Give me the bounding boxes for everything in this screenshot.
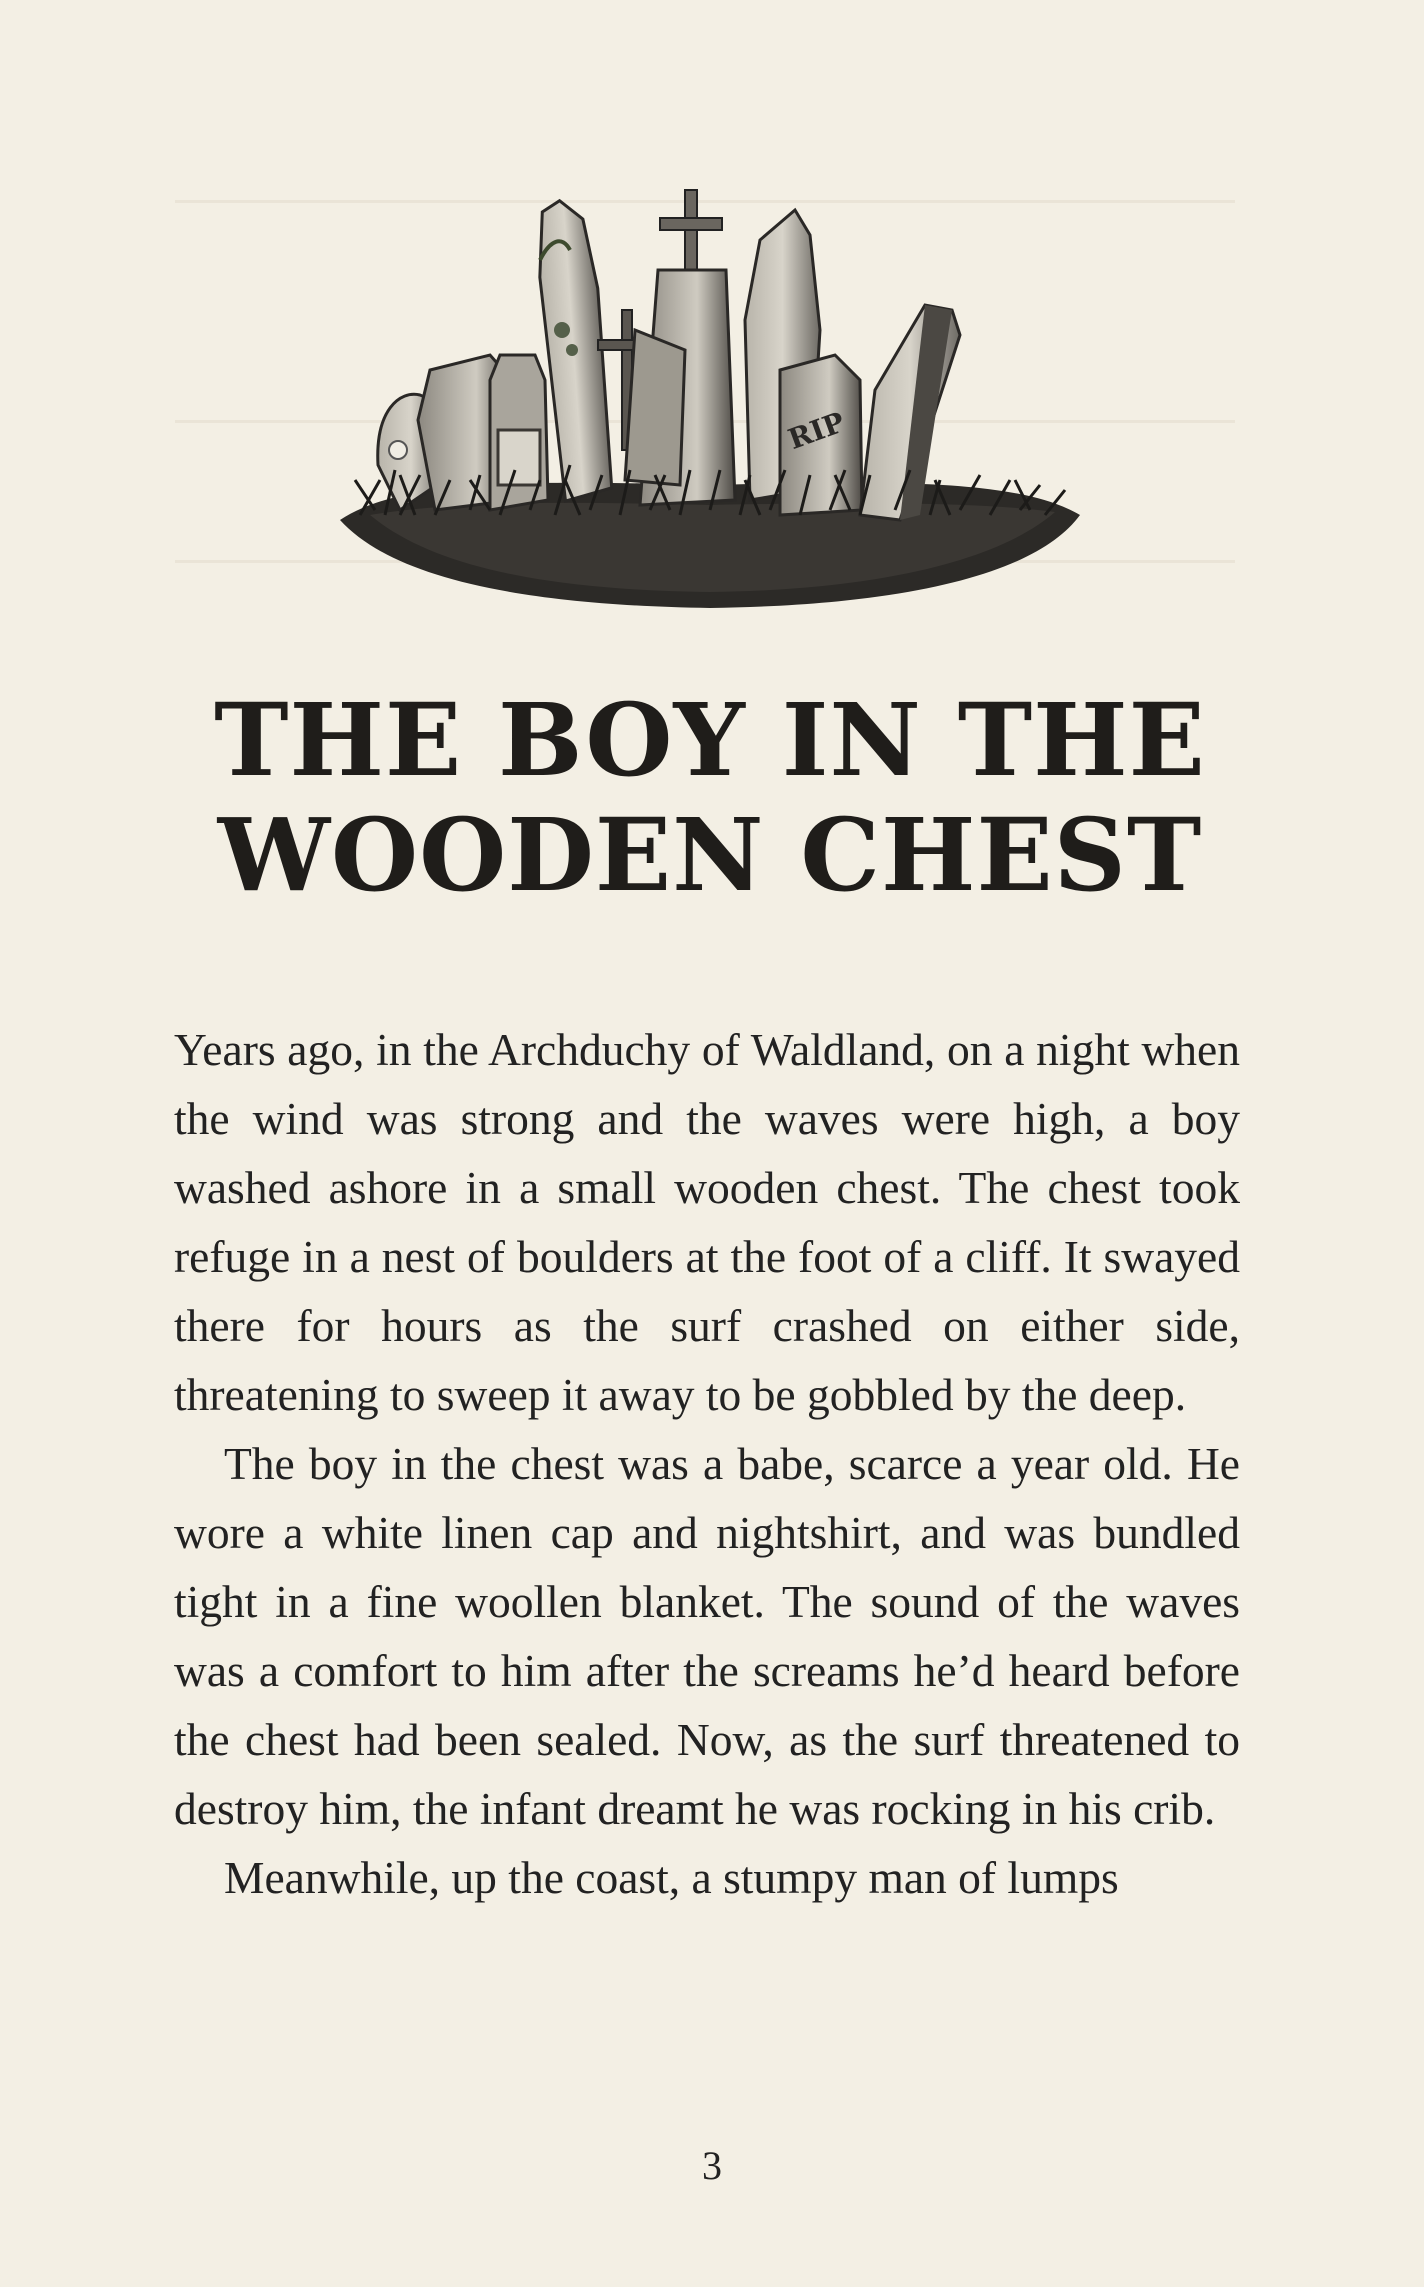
paragraph-2: The boy in the chest was a babe, scarce a year old. He wore a white linen cap and nightshirt, and was bundled tight in a fine woollen blanket. The sound of the waves was a comfort to him after the screams he’d heard before the chest had been sealed. Now, as the surf threatened to destroy him, the infant dreamt he was rocking in his crib.	[174, 1438, 1240, 1834]
tombstone-inscription: RIP	[783, 405, 850, 457]
graveyard-tombstones-illustration	[340, 180, 1080, 610]
paragraph-1: Years ago, in the Archduchy of Waldland, on a night when the wind was strong and the waves were high, a boy washed ashore in a small wooden chest. The chest took refuge in a nest of boulders at the foot of a cliff. It swayed there for hours as the surf crashed on either side, threatening to sweep it away to be gobbled by the deep.	[174, 1024, 1240, 1420]
chapter-title-line-1: THE BOY IN THE	[214, 681, 1206, 799]
paragraph-3: Meanwhile, up the coast, a stumpy man of lumps	[224, 1852, 1119, 1903]
page-number: 3	[702, 2143, 722, 2188]
chapter-title-line-2: WOODEN CHEST	[217, 796, 1203, 914]
chapter-body	[174, 1015, 1240, 1912]
